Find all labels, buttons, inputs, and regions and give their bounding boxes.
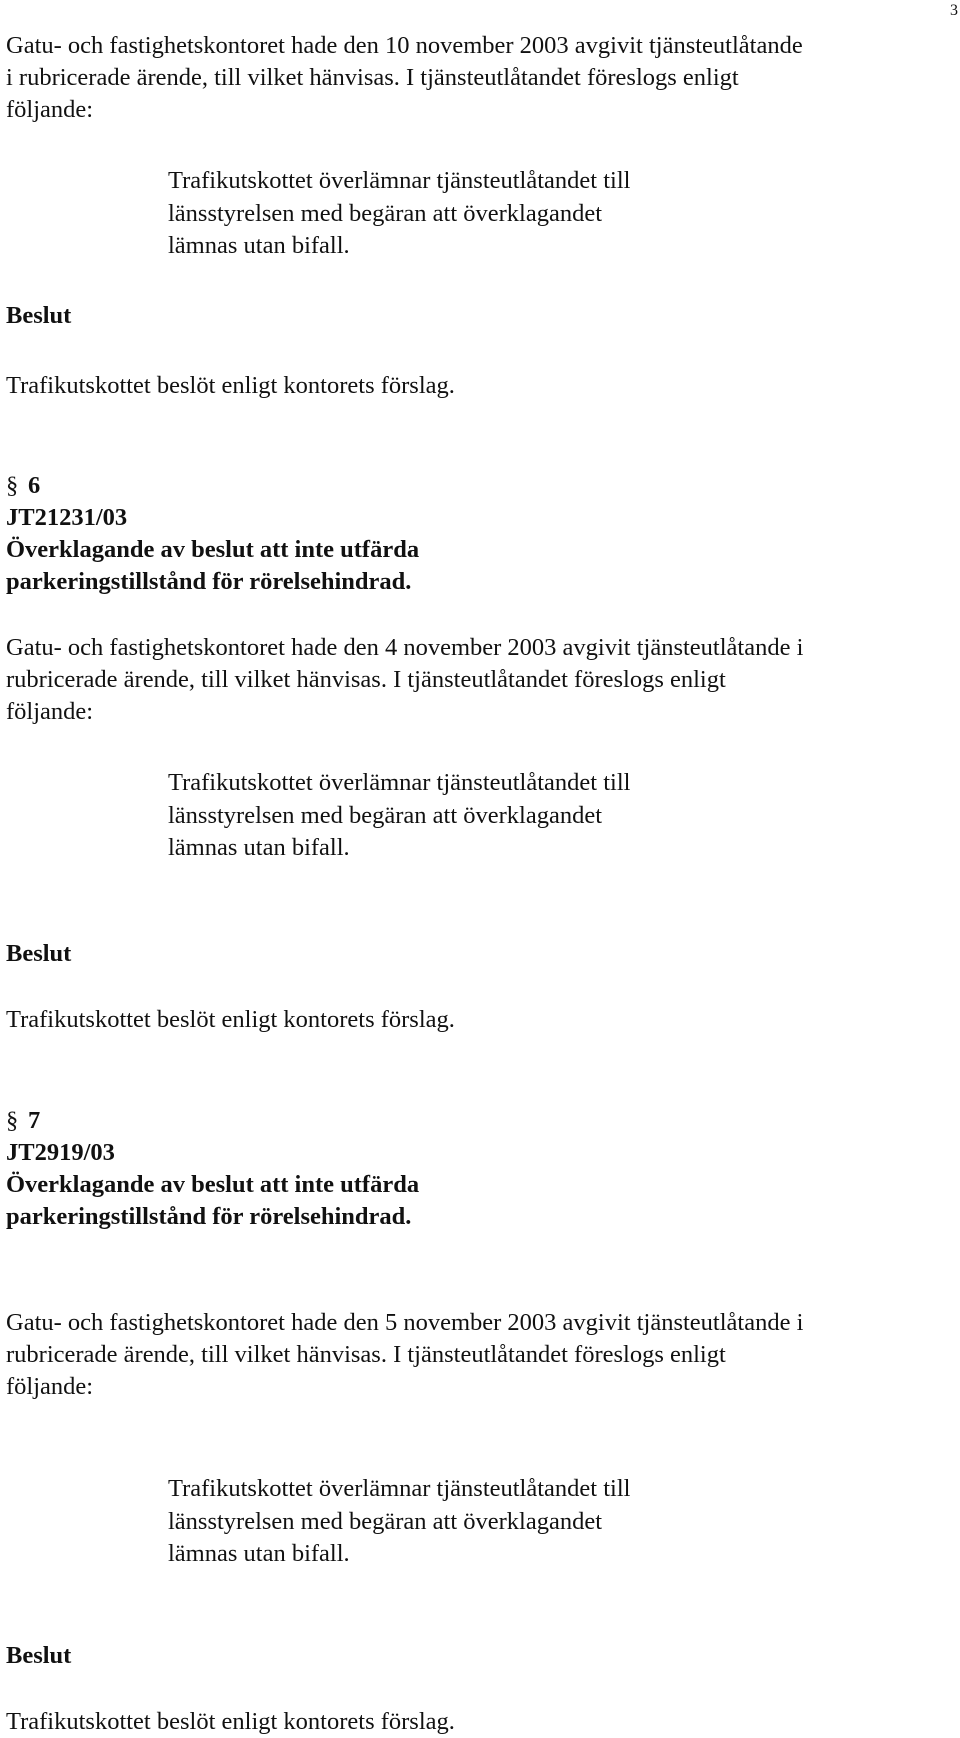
proposal-line: Trafikutskottet överlämnar tjänsteutlåtandet till: [168, 1475, 631, 1502]
case-title-line: parkeringstillstånd för rörelsehindrad.: [6, 1203, 412, 1230]
case-number: JT2919/03: [6, 1139, 115, 1166]
page-number: 3: [950, 2, 958, 19]
paragraph-number: 6: [28, 472, 41, 499]
case-number: JT21231/03: [6, 504, 128, 531]
text-line: Gatu- och fastighetskontoret hade den 10 november 2003 avgivit tjänsteutlåtande: [6, 32, 803, 59]
case-title-line: Överklagande av beslut att inte utfärda: [6, 1171, 420, 1198]
beslut-heading: Beslut: [6, 940, 72, 967]
beslut-heading: Beslut: [6, 302, 72, 329]
case-title-line: parkeringstillstånd för rörelsehindrad.: [6, 568, 412, 595]
proposal-line: lämnas utan bifall.: [168, 1540, 350, 1567]
paragraph-sign: §: [6, 1107, 19, 1134]
beslut-text: Trafikutskottet beslöt enligt kontorets förslag.: [6, 1006, 455, 1033]
text-line: i rubricerade ärende, till vilket hänvisas. I tjänsteutlåtandet föreslogs enligt: [6, 64, 739, 91]
proposal-line: länsstyrelsen med begäran att överklagandet: [168, 200, 603, 227]
proposal-line: Trafikutskottet överlämnar tjänsteutlåtandet till: [168, 769, 631, 796]
proposal-line: lämnas utan bifall.: [168, 232, 350, 259]
paragraph-number: 7: [28, 1107, 41, 1134]
text-line: följande:: [6, 1373, 94, 1400]
text-line: följande:: [6, 698, 94, 725]
text-line: rubricerade ärende, till vilket hänvisas. I tjänsteutlåtandet föreslogs enligt: [6, 666, 726, 693]
beslut-text: Trafikutskottet beslöt enligt kontorets förslag.: [6, 372, 455, 399]
beslut-heading: Beslut: [6, 1642, 72, 1669]
case-title-line: Överklagande av beslut att inte utfärda: [6, 536, 420, 563]
beslut-text: Trafikutskottet beslöt enligt kontorets förslag.: [6, 1708, 455, 1735]
text-line: Gatu- och fastighetskontoret hade den 4 november 2003 avgivit tjänsteutlåtande i: [6, 634, 804, 661]
proposal-line: länsstyrelsen med begäran att överklagandet: [168, 1508, 603, 1535]
proposal-line: länsstyrelsen med begäran att överklagandet: [168, 802, 603, 829]
paragraph-sign: §: [6, 472, 19, 499]
paragraph-heading: [6, 1105, 40, 1137]
paragraph-heading: [6, 470, 40, 502]
text-line: Gatu- och fastighetskontoret hade den 5 november 2003 avgivit tjänsteutlåtande i: [6, 1309, 804, 1336]
proposal-line: Trafikutskottet överlämnar tjänsteutlåtandet till: [168, 167, 631, 194]
text-line: rubricerade ärende, till vilket hänvisas. I tjänsteutlåtandet föreslogs enligt: [6, 1341, 726, 1368]
proposal-line: lämnas utan bifall.: [168, 834, 350, 861]
text-line: följande:: [6, 96, 94, 123]
